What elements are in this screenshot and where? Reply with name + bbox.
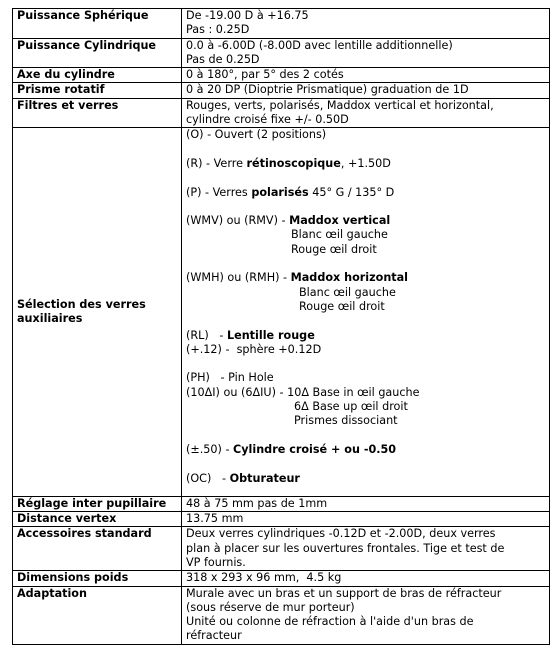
row-label: Prisme rotatif <box>13 83 182 98</box>
lens-red <box>186 329 545 343</box>
lens-polarized <box>186 186 545 200</box>
row-label: Distance vertex <box>13 512 182 527</box>
value-line: Deux verres cylindriques -0.12D et -2.00D, deux verres <box>186 527 496 541</box>
row-label: Accessoires standard <box>13 527 182 571</box>
lens-detail: Blanc œil gauche <box>291 228 388 242</box>
value-line: 0 à 20 DP (Dioptrie Prismatique) graduation de 1D <box>186 83 469 97</box>
lens-name: Obturateur <box>229 471 300 485</box>
table-row <box>13 571 550 586</box>
row-value <box>182 527 550 571</box>
auxiliary-lens-list <box>182 128 550 496</box>
table-row <box>13 9 550 39</box>
lens-maddox-horizontal <box>186 271 545 285</box>
table-row <box>13 527 550 571</box>
lens-pin-hole: (PH) - Pin Hole <box>186 371 274 385</box>
value-line: 0 à 180°, par 5° des 2 cotés <box>186 68 344 82</box>
row-label: Réglage inter pupillaire <box>13 496 182 511</box>
row-value <box>182 586 550 644</box>
lens-sphere-012: (+.12) - sphère +0.12D <box>186 342 322 356</box>
lens-name: rétinoscopique <box>246 156 341 170</box>
value-line: Unité ou colonne de réfraction à l'aide d'un bras de <box>186 615 474 629</box>
value-line: Murale avec un bras et un support de bras de réfracteur <box>186 586 502 600</box>
lens-detail: Prismes dissociant <box>294 414 398 428</box>
lens-detail: , +1.50D <box>340 156 391 170</box>
value-line: Rouges, verts, polarisés, Maddox vertical et horizontal, <box>186 98 494 112</box>
table-row <box>13 38 550 68</box>
table-row <box>13 586 550 644</box>
lens-code: (WMH) ou (RMH) - <box>186 271 291 285</box>
lens-code: (RL) - <box>186 328 227 342</box>
lens-detail: Blanc œil gauche <box>299 285 396 299</box>
row-value <box>182 496 550 511</box>
table-row <box>13 512 550 527</box>
label-line: auxiliaires <box>17 312 83 326</box>
label-line: Sélection des verres <box>17 297 146 311</box>
lens-cross-cylinder <box>186 443 545 457</box>
row-value <box>182 98 550 128</box>
lens-detail: 45° G / 135° D <box>308 185 395 199</box>
value-line: Pas de 0.25D <box>186 52 260 66</box>
value-line: 48 à 75 mm pas de 1mm <box>186 496 328 510</box>
lens-open: (O) - Ouvert (2 positions) <box>186 128 327 142</box>
row-value <box>182 571 550 586</box>
value-line: Pas : 0.25D <box>186 23 250 37</box>
value-line: plan à placer sur les ouvertures frontales. Tige et test de <box>186 541 505 555</box>
value-line: réfracteur <box>186 629 242 643</box>
spec-table <box>12 8 550 645</box>
row-label: Puissance Sphérique <box>13 9 182 39</box>
table-row <box>13 496 550 511</box>
row-label: Dimensions poids <box>13 571 182 586</box>
lens-code: (P) - Verres <box>186 185 252 199</box>
table-row <box>13 68 550 83</box>
value-line: 13.75 mm <box>186 512 244 526</box>
table-row-auxiliary <box>13 128 550 496</box>
lens-maddox-vertical <box>186 214 545 228</box>
row-value <box>182 9 550 39</box>
lens-name: polarisés <box>251 185 309 199</box>
row-value <box>182 83 550 98</box>
lens-name: Maddox horizontal <box>290 271 409 285</box>
lens-code: (OC) - <box>186 471 230 485</box>
lens-name: Lentille rouge <box>227 328 315 342</box>
row-value <box>182 512 550 527</box>
row-label <box>13 128 182 496</box>
lens-prism: (10ΔI) ou (6ΔIU) - 10Δ Base in œil gauche <box>186 385 420 399</box>
lens-code: (R) - Verre <box>186 156 247 170</box>
lens-code: (±.50) - <box>186 442 234 456</box>
table-row <box>13 83 550 98</box>
lens-occluder <box>186 472 545 496</box>
value-line: cylindre croisé fixe +/- 0.50D <box>186 113 349 127</box>
lens-retinoscopic <box>186 157 545 171</box>
table-row <box>13 98 550 128</box>
row-label: Adaptation <box>13 586 182 644</box>
value-line: (sous réserve de mur porteur) <box>186 600 355 614</box>
value-line: De -19.00 D à +16.75 <box>186 9 309 22</box>
row-value <box>182 68 550 83</box>
value-line: 0.0 à -6.00D (-8.00D avec lentille additionnelle) <box>186 38 453 52</box>
lens-name: Maddox vertical <box>289 214 391 228</box>
lens-name: Cylindre croisé + ou -0.50 <box>233 442 397 456</box>
row-label: Puissance Cylindrique <box>13 38 182 68</box>
value-line: 318 x 293 x 96 mm, 4.5 kg <box>186 571 342 585</box>
row-value <box>182 38 550 68</box>
row-label: Axe du cylindre <box>13 68 182 83</box>
lens-detail: Rouge œil droit <box>291 242 377 256</box>
lens-detail: Rouge œil droit <box>299 299 385 313</box>
value-line: VP fournis. <box>186 555 246 569</box>
row-label: Filtres et verres <box>13 98 182 128</box>
lens-code: (WMV) ou (RMV) - <box>186 214 290 228</box>
lens-detail: 6Δ Base up œil droit <box>294 400 408 414</box>
